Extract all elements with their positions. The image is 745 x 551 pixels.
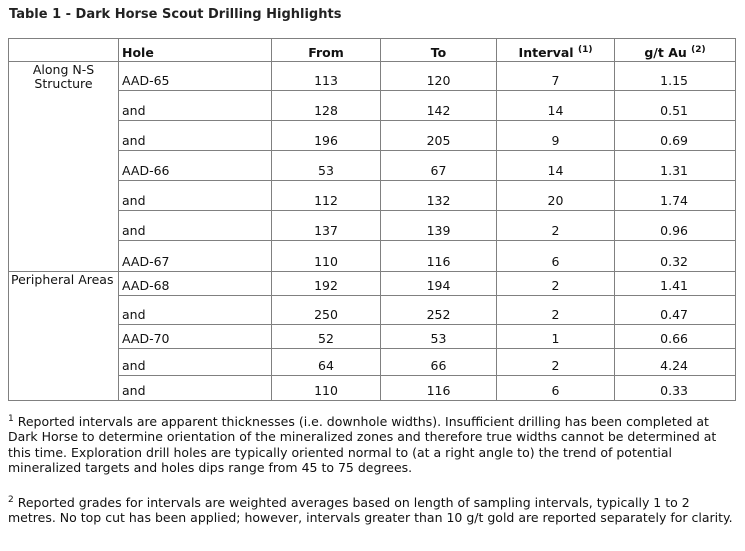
grade-cell: 1.15 <box>615 62 736 91</box>
from-cell: 110 <box>272 376 381 401</box>
table-row <box>9 91 736 121</box>
header-grade-label: g/t Au <box>644 45 687 60</box>
interval-cell: 6 <box>497 376 615 401</box>
from-cell: 64 <box>272 349 381 376</box>
hole-cell: AAD-67 <box>119 241 272 272</box>
interval-cell: 20 <box>497 181 615 211</box>
interval-cell: 14 <box>497 91 615 121</box>
table-row <box>9 151 736 181</box>
to-cell: 67 <box>381 151 497 181</box>
to-cell: 194 <box>381 272 497 296</box>
header-to: To <box>381 39 497 62</box>
hole-cell: and <box>119 376 272 401</box>
hole-cell: and <box>119 296 272 325</box>
to-cell: 205 <box>381 121 497 151</box>
hole-cell: and <box>119 211 272 241</box>
header-interval <box>497 39 615 62</box>
from-cell: 53 <box>272 151 381 181</box>
grade-cell: 0.51 <box>615 91 736 121</box>
drilling-highlights-table <box>8 38 736 401</box>
interval-cell: 1 <box>497 325 615 349</box>
table-row <box>9 211 736 241</box>
header-interval-footnote: (1) <box>577 44 593 55</box>
interval-cell: 9 <box>497 121 615 151</box>
grade-cell: 0.66 <box>615 325 736 349</box>
grade-cell: 1.74 <box>615 181 736 211</box>
from-cell: 250 <box>272 296 381 325</box>
from-cell: 110 <box>272 241 381 272</box>
grade-cell: 1.41 <box>615 272 736 296</box>
from-cell: 52 <box>272 325 381 349</box>
hole-cell: AAD-70 <box>119 325 272 349</box>
to-cell: 132 <box>381 181 497 211</box>
header-hole: Hole <box>119 39 272 62</box>
hole-cell: AAD-65 <box>119 62 272 91</box>
footnote-2-text: Reported grades for intervals are weighted averages based on length of sampling intervals, typically 1 to 2 metres. No top cut has been applied; however, intervals greater than 10 g/t gold are reported separately for clarity. <box>8 495 733 526</box>
to-cell: 139 <box>381 211 497 241</box>
header-row <box>9 39 736 62</box>
header-grade-footnote: (2) <box>691 44 706 55</box>
to-cell: 142 <box>381 91 497 121</box>
table-row <box>9 296 736 325</box>
from-cell: 112 <box>272 181 381 211</box>
interval-cell: 2 <box>497 349 615 376</box>
hole-cell: AAD-68 <box>119 272 272 296</box>
hole-cell: and <box>119 91 272 121</box>
hole-cell: and <box>119 349 272 376</box>
table-row <box>9 349 736 376</box>
hole-cell: and <box>119 121 272 151</box>
table-row <box>9 272 736 296</box>
table-row <box>9 241 736 272</box>
table-row <box>9 376 736 401</box>
to-cell: 116 <box>381 241 497 272</box>
to-cell: 53 <box>381 325 497 349</box>
footnote-2 <box>8 495 736 526</box>
footnote-1 <box>8 414 736 476</box>
to-cell: 116 <box>381 376 497 401</box>
area-group-cell <box>9 62 119 272</box>
grade-cell: 1.31 <box>615 151 736 181</box>
interval-cell: 7 <box>497 62 615 91</box>
from-cell: 113 <box>272 62 381 91</box>
area-group-cell <box>9 272 119 401</box>
table-row <box>9 62 736 91</box>
from-cell: 137 <box>272 211 381 241</box>
hole-cell: AAD-66 <box>119 151 272 181</box>
to-cell: 120 <box>381 62 497 91</box>
grade-cell: 4.24 <box>615 349 736 376</box>
from-cell: 192 <box>272 272 381 296</box>
table-row <box>9 325 736 349</box>
from-cell: 128 <box>272 91 381 121</box>
interval-cell: 6 <box>497 241 615 272</box>
area-label: Along N-S <box>32 62 95 77</box>
to-cell: 252 <box>381 296 497 325</box>
grade-cell: 0.96 <box>615 211 736 241</box>
header-grade <box>615 39 736 62</box>
footnote-1-text: Reported intervals are apparent thicknesses (i.e. downhole widths). Insufficient drilling has been completed at Dark Horse to determine orientation of the mineralized zones and therefore true widths cannot be determined at this time. Exploration drill holes are typically oriented normal to (at a right angle to) the trend of potential mineralized targets and holes dips range from 45 to 75 degrees. <box>8 414 717 476</box>
grade-cell: 0.47 <box>615 296 736 325</box>
footnote-2-marker: 2 <box>8 494 14 505</box>
interval-cell: 2 <box>497 272 615 296</box>
header-interval-label: Interval <box>518 45 574 60</box>
area-label: Peripheral Areas <box>11 272 114 287</box>
table-title: Table 1 - Dark Horse Scout Drilling Highlights <box>9 7 342 22</box>
to-cell: 66 <box>381 349 497 376</box>
interval-cell: 2 <box>497 211 615 241</box>
grade-cell: 0.32 <box>615 241 736 272</box>
footnote-1-marker: 1 <box>8 413 14 424</box>
header-area <box>9 39 119 62</box>
grade-cell: 0.69 <box>615 121 736 151</box>
interval-cell: 14 <box>497 151 615 181</box>
table-row <box>9 121 736 151</box>
hole-cell: and <box>119 181 272 211</box>
from-cell: 196 <box>272 121 381 151</box>
header-from: From <box>272 39 381 62</box>
area-label-line2: Structure <box>34 76 93 91</box>
table-row <box>9 181 736 211</box>
grade-cell: 0.33 <box>615 376 736 401</box>
interval-cell: 2 <box>497 296 615 325</box>
